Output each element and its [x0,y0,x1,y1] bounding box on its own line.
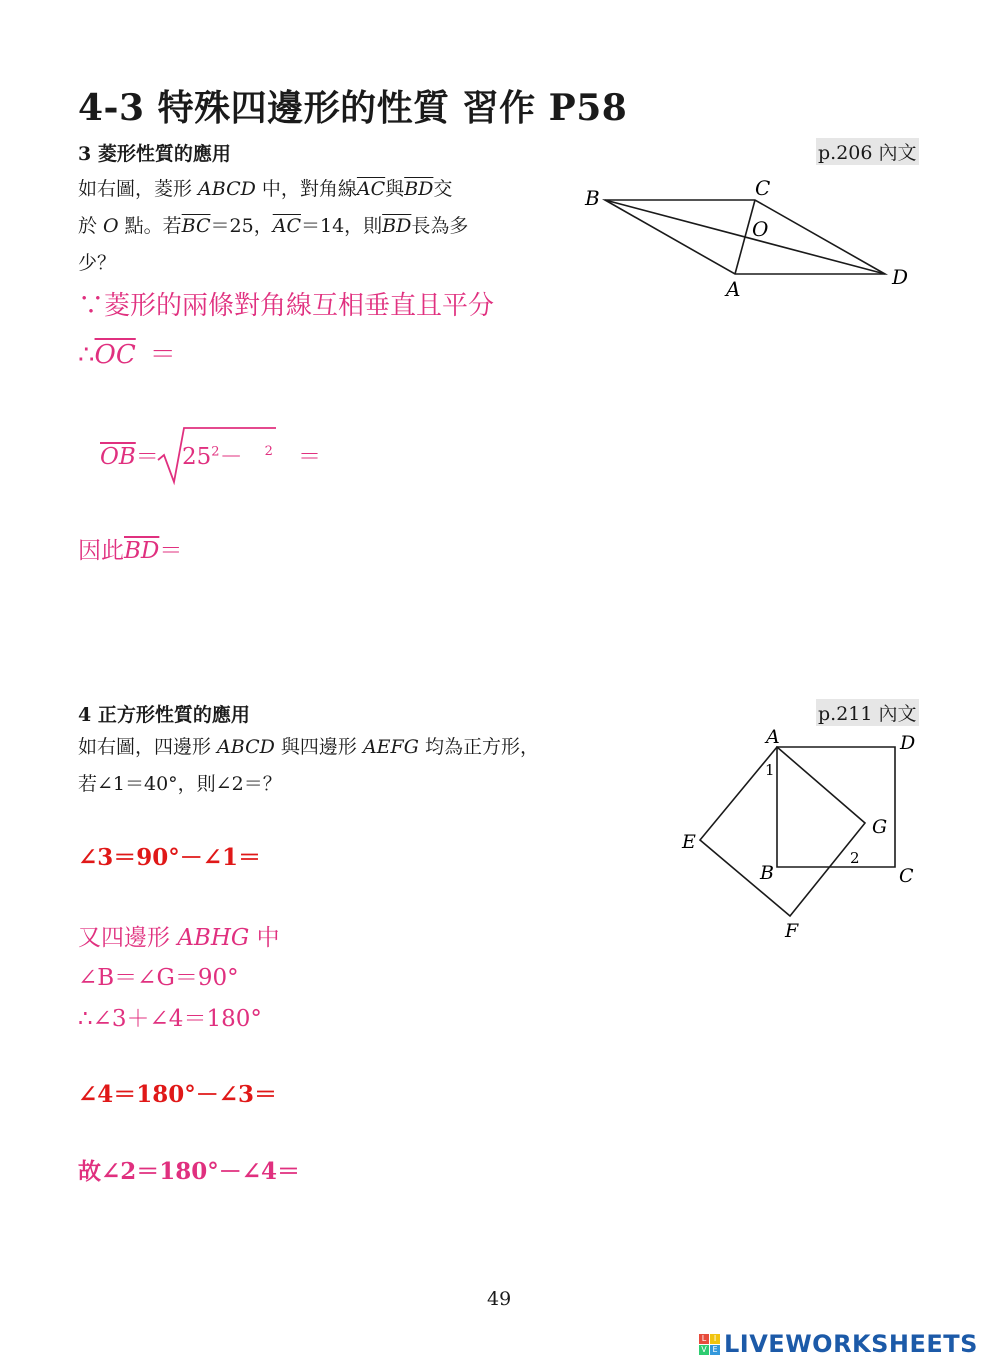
p4-answer-right-angles: ∠B＝∠G＝90° [78,965,239,991]
problem3-line3: 少？ [78,252,117,274]
label-f: F [785,920,799,942]
logo-badge-icon: L I V E [699,1334,720,1355]
problem4-heading: 4 正方形性質的應用 [78,704,250,726]
label-b: B [760,862,774,884]
square-aefg [700,747,865,916]
p4-answer-abhg: 又四邊形 ABHG 中 [78,925,280,951]
label-e: E [682,831,696,853]
problem3-heading: 3 菱形性質的應用 [78,143,231,165]
p4-answer-angle2: 故∠2＝180°－∠4＝ [78,1158,301,1185]
brand-name: LIVEWORKSHEETS [724,1330,978,1358]
problem4-page-ref: p.211 內文 [816,699,919,726]
label-a: A [766,726,780,748]
p3-answer-ob: $\overline{OB}=$ [100,444,159,470]
angle-1-label: 1 [765,761,775,779]
p3-sqrt-content: $25^2- ^2$ [182,444,273,470]
p4-answer-sum: ∴∠3＋∠4＝180° [78,1006,262,1032]
label-g: G [872,816,888,838]
label-c: C [899,865,914,887]
problem4-line2: 若∠1＝40°，則∠2＝？ [78,773,282,795]
label-c: C [755,176,771,200]
rhombus-figure [575,170,925,305]
label-a: A [726,277,741,301]
label-o: O [752,217,769,241]
p3-answer-because: ∵菱形的兩條對角線互相垂直且平分 [78,291,495,321]
label-d: D [900,732,916,754]
problem3-line2: 於 O 點。若$\overline{BC}=25$，$\overline{AC}=14$，則$\overline{BD}$長為多 [78,215,469,237]
liveworksheets-logo[interactable] [699,1330,978,1358]
angle-2-label: 2 [850,849,860,867]
problem3-page-ref: p.206 內文 [816,138,919,165]
p4-answer-angle4: ∠4＝180°－∠3＝ [78,1081,278,1108]
p3-ob-eq2: ＝ [298,444,321,470]
problem3-line1: 如右圖，菱形 ABCD 中，對角線$\overline{AC}$與$\overline{BD}$交 [78,178,453,200]
p3-answer-oc: $\therefore\overline{OC}$ ＝ [78,340,176,370]
p3-answer-bd: 因此$\overline{BD}=$ [78,538,183,564]
square-abcd [777,747,895,867]
p4-answer-angle3: ∠3＝90°－∠1＝ [78,844,262,871]
label-b: B [585,186,600,210]
label-d: D [892,265,909,289]
squares-figure [670,720,930,950]
page-number: 49 [487,1288,512,1310]
page-title: 4-3 特殊四邊形的性質 習作 P58 [78,87,628,129]
problem4-line1: 如右圖，四邊形 ABCD 與四邊形 AEFG 均為正方形， [78,736,539,758]
